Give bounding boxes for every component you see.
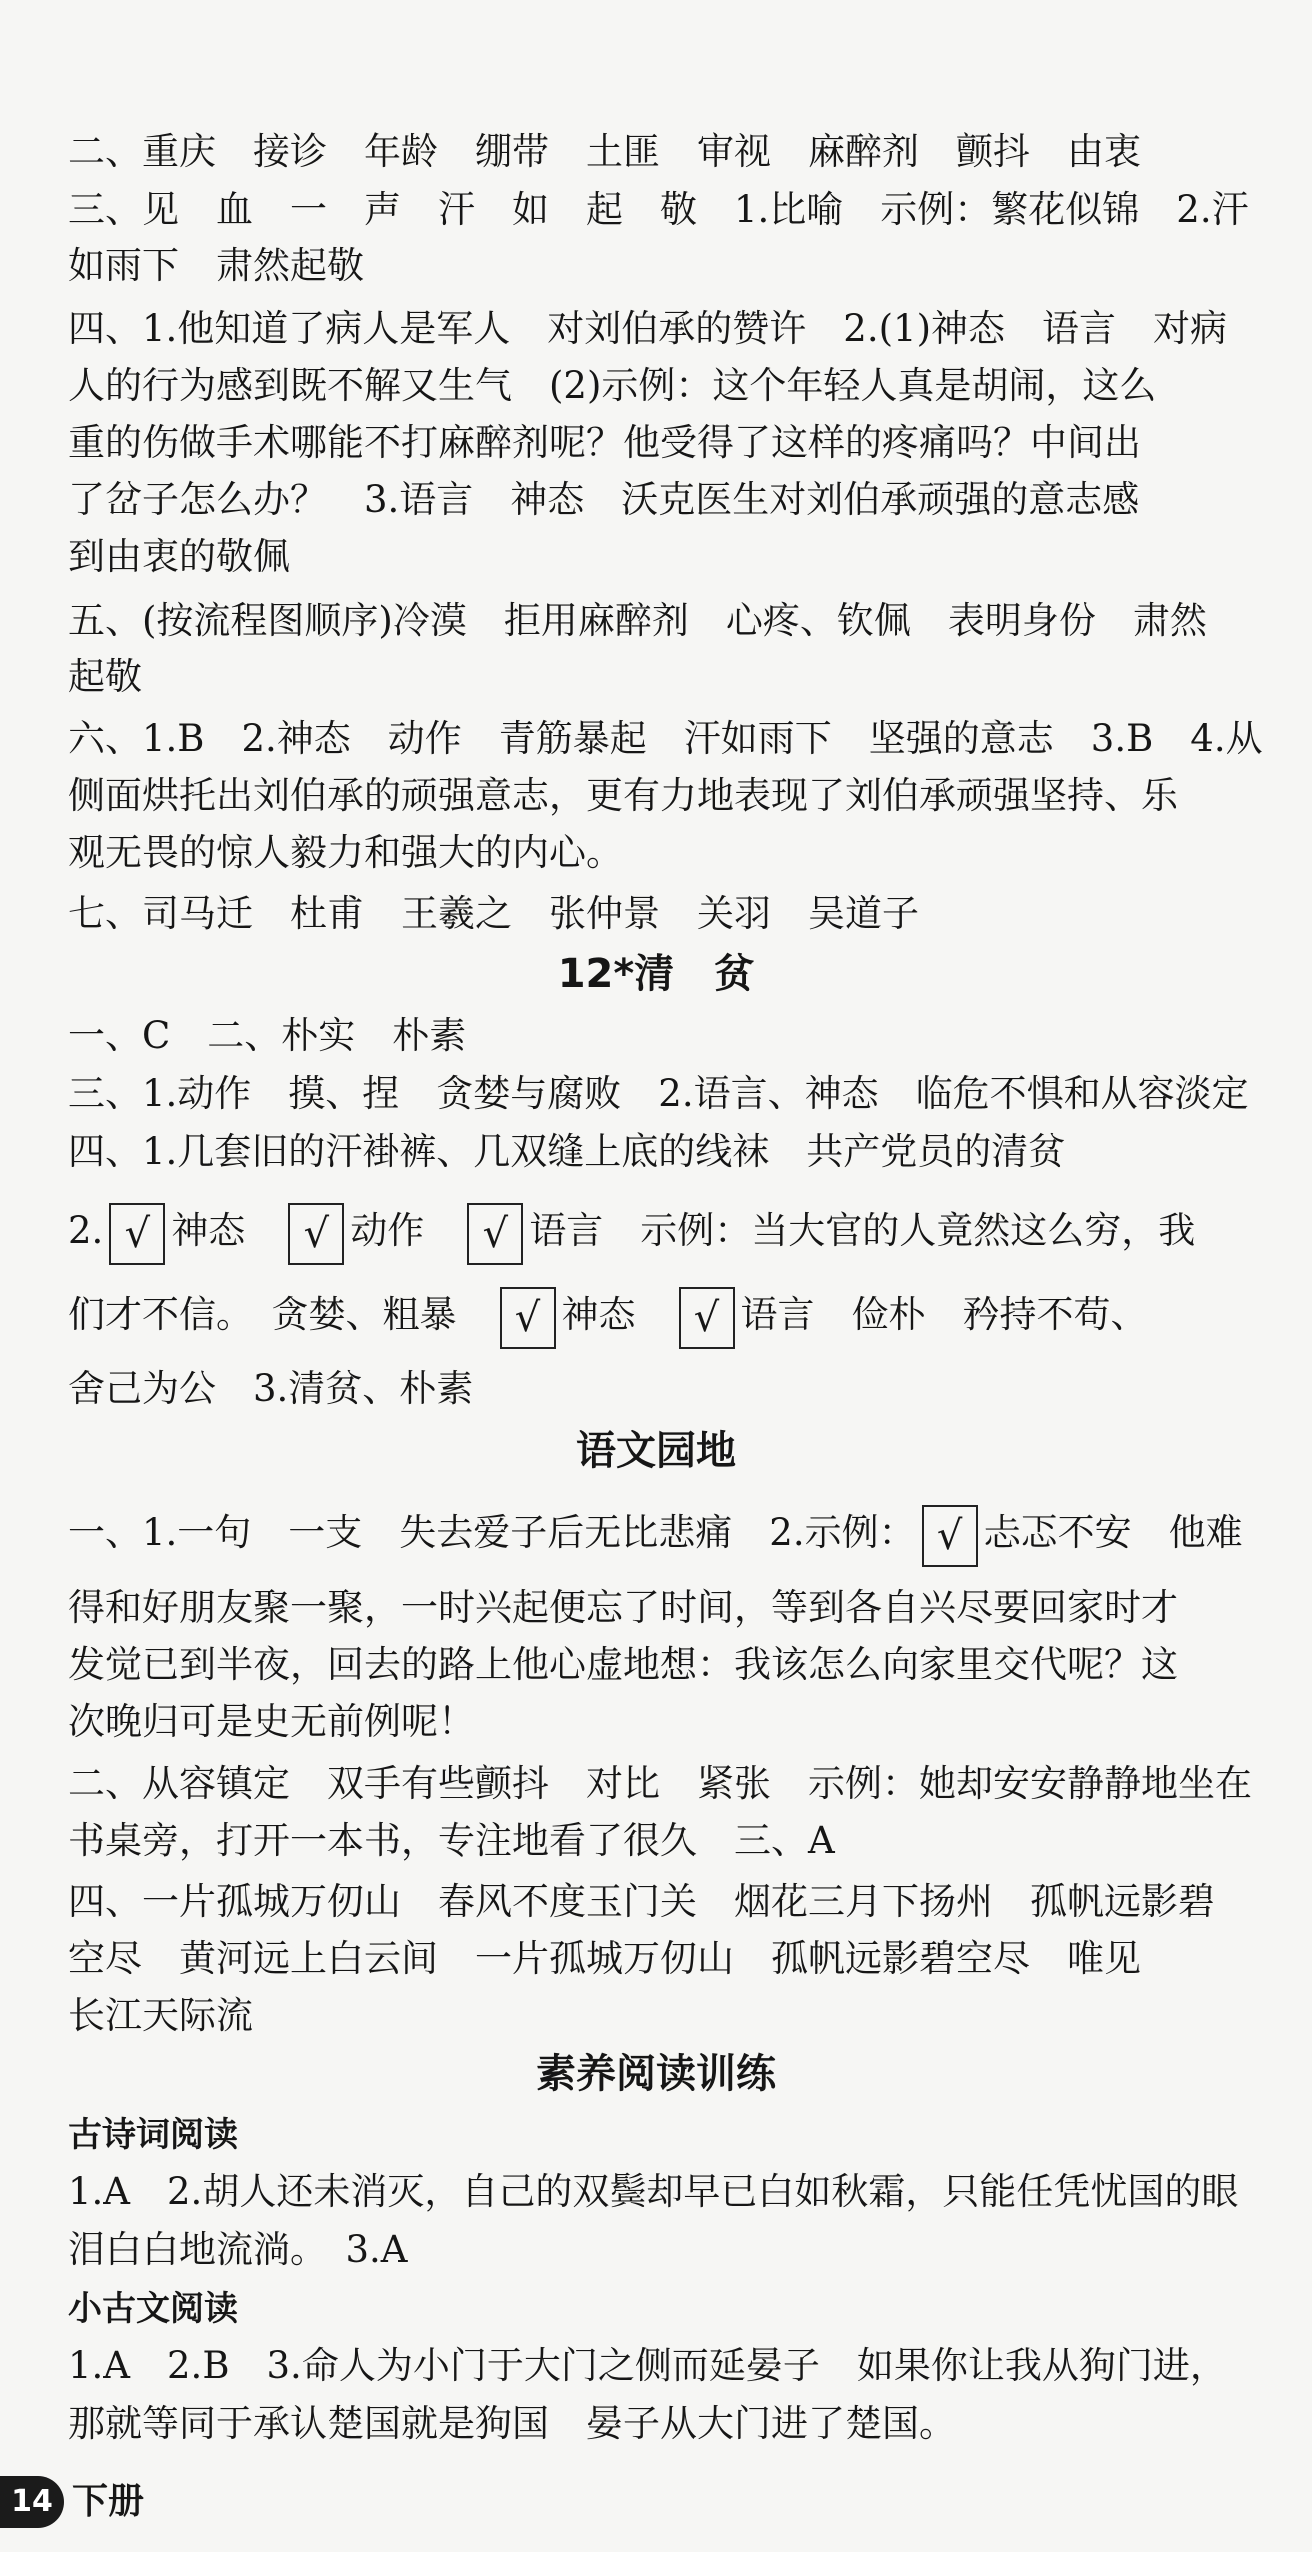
answer-line: 书桌旁，打开一本书，专注地看了很久 三、A (68, 1819, 835, 1862)
answer-line: 到由衷的敬佩 (68, 535, 290, 578)
answer-line: 观无畏的惊人毅力和强大的内心。 (68, 831, 623, 874)
answer-line: 人的行为感到既不解又生气 (2)示例：这个年轻人真是胡闹，这么 (68, 364, 1157, 407)
option-label: 动作 (350, 1209, 462, 1252)
answer-line: 得和好朋友聚一聚，一时兴起便忘了时间，等到各自兴尽要回家时才 (68, 1586, 1178, 1629)
option-label: 语言 俭朴 矜持不苟、 (740, 1293, 1148, 1336)
section-heading: 素养阅读训练 (536, 2051, 776, 2097)
page-number-badge: 14 (0, 2476, 64, 2528)
answer-text: 一、1.一句 一支 失去爱子后无比悲痛 2.示例： (68, 1511, 916, 1554)
answer-line: 二、从容镇定 双手有些颤抖 对比 紧张 示例：她却安安静静地坐在 (68, 1762, 1252, 1805)
checkbox-checked: √ (500, 1287, 556, 1349)
checkbox-checked: √ (288, 1203, 344, 1265)
answer-line: 如雨下 肃然起敬 (68, 244, 364, 287)
answer-line: 1.A 2.胡人还未消灭，自己的双鬓却早已白如秋霜，只能任凭忧国的眼 (68, 2170, 1239, 2213)
option-label: 神态 (171, 1209, 283, 1252)
answer-line: 次晚归可是史无前例呢！ (68, 1700, 475, 1743)
answer-line-checkboxes (68, 1502, 1252, 1567)
checkbox-checked: √ (109, 1203, 165, 1265)
answer-line: 重的伤做手术哪能不打麻醉剂呢？他受得了这样的疼痛吗？中间出 (68, 421, 1141, 464)
answer-line-checkboxes (68, 1284, 1252, 1349)
subsection-heading: 古诗词阅读 (68, 2115, 238, 2155)
answer-line: 三、见 血 一 声 汗 如 起 敬 1.比喻 示例：繁花似锦 2.汗 (68, 188, 1249, 231)
answer-line: 七、司马迁 杜甫 王羲之 张仲景 关羽 吴道子 (68, 892, 919, 935)
answer-line: 三、1.动作 摸、捏 贪婪与腐败 2.语言、神态 临危不惧和从容淡定 (68, 1072, 1249, 1115)
answer-line: 四、1.几套旧的汗褂裤、几双缝上底的线袜 共产党员的清贫 (68, 1130, 1066, 1173)
answer-line: 侧面烘托出刘伯承的顽强意志，更有力地表现了刘伯承顽强坚持、乐 (68, 774, 1178, 817)
lesson-heading: 12*清 贫 (557, 951, 755, 997)
answer-line: 四、1.他知道了病人是军人 对刘伯承的赞许 2.(1)神态 语言 对病 (68, 307, 1228, 350)
answer-line: 长江天际流 (68, 1994, 253, 2037)
checkbox-checked: √ (679, 1287, 735, 1349)
answer-line: 六、1.B 2.神态 动作 青筋暴起 汗如雨下 坚强的意志 3.B 4.从 (68, 717, 1263, 760)
volume-label: 下册 (72, 2481, 145, 2522)
answer-line: 四、一片孤城万仞山 春风不度玉门关 烟花三月下扬州 孤帆远影碧 (68, 1880, 1215, 1923)
option-label: 语言 示例：当大官的人竟然这么穷，我 (529, 1209, 1196, 1252)
option-label: 神态 (561, 1293, 673, 1336)
answer-line: 五、(按流程图顺序)冷漠 拒用麻醉剂 心疼、钦佩 表明身份 肃然 (68, 599, 1207, 642)
checkbox-checked: √ (922, 1505, 978, 1567)
checkbox-checked: √ (467, 1203, 523, 1265)
answer-line: 起敬 (68, 655, 142, 698)
subsection-heading: 小古文阅读 (68, 2289, 238, 2329)
answer-line: 舍己为公 3.清贫、朴素 (68, 1367, 474, 1410)
answer-line: 发觉已到半夜，回去的路上他心虚地想：我该怎么向家里交代呢？这 (68, 1643, 1178, 1686)
page-footer (0, 2470, 200, 2540)
answer-line: 那就等同于承认楚国就是狗国 晏子从大门进了楚国。 (68, 2402, 956, 2445)
section-heading: 语文园地 (576, 1428, 736, 1474)
answer-text: 忐忑不安 他难 (983, 1511, 1243, 1554)
answer-line: 一、C 二、朴实 朴素 (68, 1014, 467, 1057)
answer-line: 空尽 黄河远上白云间 一片孤城万仞山 孤帆远影碧空尽 唯见 (68, 1937, 1141, 1980)
answer-line: 泪白白地流淌。 3.A (68, 2228, 408, 2271)
answer-text: 们才不信。 贪婪、粗暴 (68, 1293, 494, 1336)
answer-line: 1.A 2.B 3.命人为小门于大门之侧而延晏子 如果你让我从狗门进， (68, 2344, 1227, 2387)
answer-line: 了岔子怎么办？ 3.语言 神态 沃克医生对刘伯承顽强的意志感 (68, 478, 1140, 521)
answer-line-checkboxes (68, 1200, 1252, 1265)
answer-line: 二、重庆 接诊 年龄 绷带 土匪 审视 麻醉剂 颤抖 由衷 (68, 130, 1141, 173)
item-number: 2. (68, 1209, 104, 1252)
